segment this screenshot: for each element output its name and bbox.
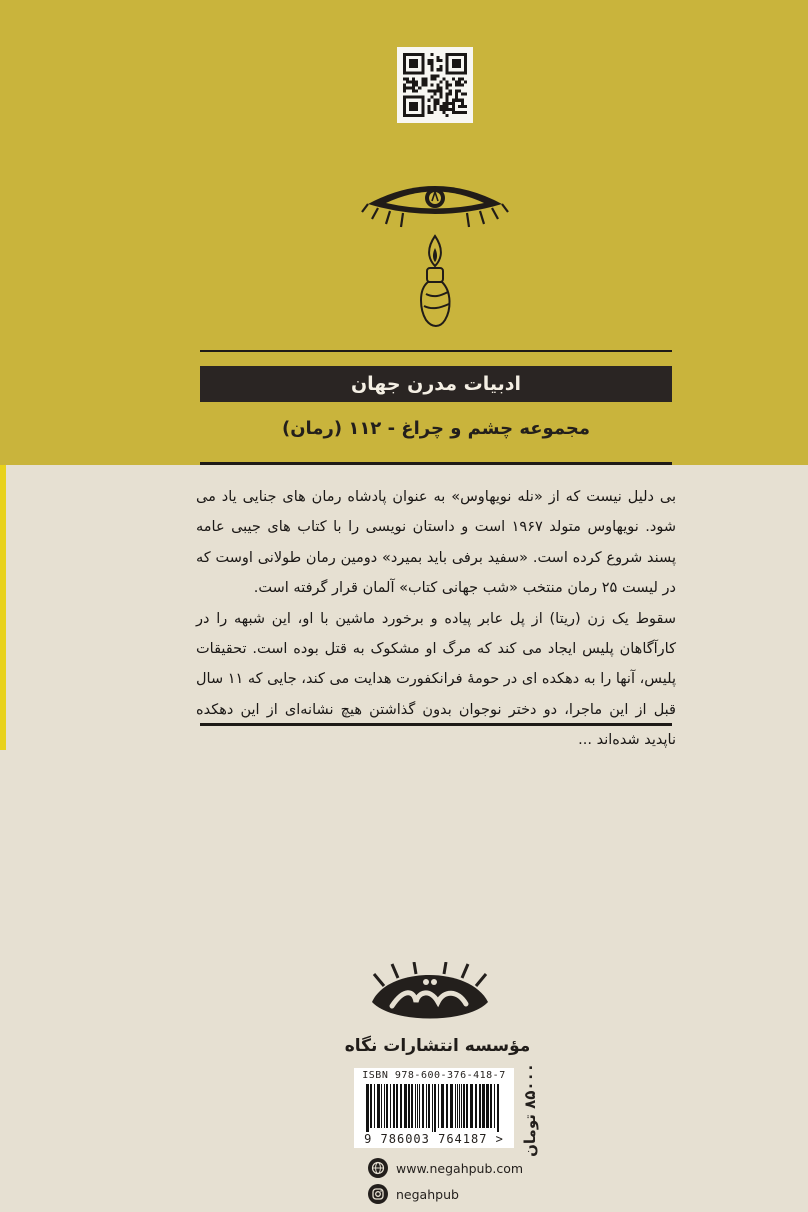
publisher-name: مؤسسه انتشارات نگاه [344, 1036, 531, 1056]
negah-logo-icon [360, 962, 500, 1034]
instagram-handle[interactable]: negahpub [396, 1186, 459, 1202]
price-label: ۸۵۰۰۰ تومان [521, 1063, 540, 1157]
barcode-bars [364, 1084, 504, 1132]
top-rule [200, 350, 672, 352]
side-accent-strip [0, 465, 6, 750]
instagram-row[interactable] [368, 1184, 459, 1204]
website-link[interactable]: www.negahpub.com [396, 1160, 524, 1176]
series-title: ادبیات مدرن جهان [350, 373, 522, 395]
isbn-barcode [354, 1068, 514, 1148]
section-rule [200, 462, 672, 465]
price-tag [518, 1063, 542, 1157]
globe-icon [368, 1158, 388, 1178]
blurb-paragraph-2: سقوط یک زن (ریتا) از پل عابر پیاده و برخورد ماشین با او، این شبهه را در کارآگاهان پلیس ایجاد می کند که مرگ او مشکوک به قتل بوده است. تحقیقات پلیس، آنها را به دهکده ای در حومهٔ فرانکفورت هدایت می کند، جایی که ۱۱ سال قبل از این ماجرا، دو دختر نوجوان بدون گذاشتن هیچ نشانه‌ای از این دهکده ناپدید شده‌اند ... [195, 610, 676, 749]
blurb-paragraph-1: بی دلیل نیست که از «نله نویهاوس» به عنوان پادشاه رمان های جنایی یاد می شود. نویهاوس متولد ۱۹۶۷ است و داستان نویسی را با کتاب های جیبی عامه پسند شروع کرده است. «سفید برفی باید بمیرد» دومین رمان طولانی اوست که در لیست ۲۵ رمان منتخب «شب جهانی کتاب» آلمان قرار گرفته است. [196, 489, 677, 597]
blurb-text [196, 482, 676, 756]
website-row[interactable] [368, 1158, 523, 1178]
eye-lamp-emblem-icon [360, 178, 510, 342]
isbn-number: ISBN 978-600-376-418-7 [362, 1070, 506, 1081]
qr-code-icon [397, 47, 473, 123]
series-subtitle: مجموعه چشم و چراغ - ۱۱۲ (رمان) [281, 418, 591, 439]
bottom-rule [200, 723, 672, 726]
instagram-icon [368, 1184, 388, 1204]
barcode-digits: 9 786003 764187 > [364, 1132, 504, 1146]
series-title-bar [200, 366, 672, 402]
